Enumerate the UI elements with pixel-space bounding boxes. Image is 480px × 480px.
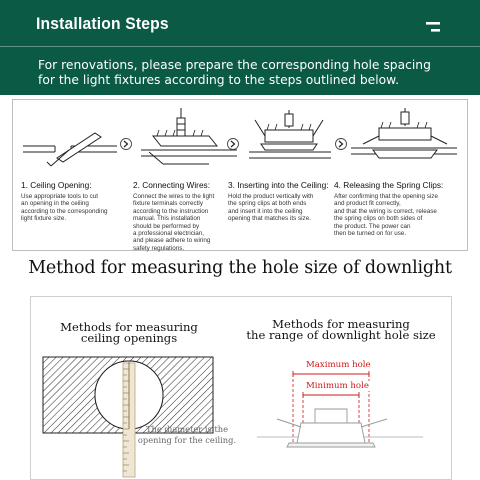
chevron-right-icon bbox=[228, 139, 239, 150]
step-title: 4. Releasing the Spring Clips: bbox=[334, 180, 444, 190]
ceiling-openings-title-line: Methods for measuring bbox=[60, 320, 198, 334]
chevron-right-icon bbox=[121, 139, 132, 150]
step-description-line: an opening in the ceiling bbox=[21, 200, 89, 208]
step-description-line: and product fit correctly, bbox=[334, 200, 401, 208]
connecting-wires-illustration bbox=[141, 108, 237, 164]
banner-description bbox=[38, 58, 458, 88]
step-title: 2. Connecting Wires: bbox=[133, 180, 211, 190]
downlight-range-title-line: the range of downlight hole size bbox=[246, 328, 436, 342]
installation-steps-panel bbox=[12, 99, 468, 251]
step-description-line: should be performed by bbox=[133, 222, 200, 230]
step-description-line: and please adhere to wiring bbox=[133, 237, 211, 245]
step-description bbox=[133, 193, 214, 252]
step-description-line: a professional electrician, bbox=[133, 230, 205, 238]
step-description-line: the product. The power can bbox=[334, 222, 411, 230]
downlight-range-title bbox=[235, 319, 447, 341]
ceiling-openings-title bbox=[45, 322, 213, 344]
step-description bbox=[334, 193, 443, 237]
step-description-line: and insert it into the ceiling bbox=[228, 207, 303, 215]
diameter-note-line: opening for the ceiling. bbox=[137, 435, 237, 445]
step-description bbox=[228, 193, 329, 223]
step-title: 3. Inserting into the Ceiling: bbox=[228, 180, 329, 190]
ceiling-openings-title-line: ceiling openings bbox=[80, 331, 178, 345]
maximum-hole-label: Maximum hole bbox=[306, 360, 371, 370]
banner-description-line: for the light fixtures according to the steps outlined below. bbox=[38, 73, 399, 87]
diameter-note-line: The diameter is the bbox=[145, 424, 229, 434]
step-description-line: Connect the wires to the light bbox=[133, 193, 215, 200]
step-description-line: and that the wiring is correct, release bbox=[334, 207, 437, 215]
menu-icon[interactable] bbox=[424, 20, 442, 34]
step-inserting-ceiling bbox=[228, 180, 329, 223]
inserting-ceiling-illustration bbox=[249, 110, 331, 158]
step-description bbox=[21, 193, 107, 223]
installation-banner bbox=[0, 0, 480, 95]
step-description-line: then be turned on for use. bbox=[334, 230, 407, 238]
step-description-line: manual. This installation bbox=[133, 215, 201, 223]
step-description-line: Use appropriate tools to cut bbox=[21, 193, 99, 200]
measure-heading: Method for measuring the hole size of downlight bbox=[28, 258, 452, 278]
diameter-note bbox=[131, 424, 243, 446]
minimum-hole-label: Minimum hole bbox=[306, 381, 369, 391]
step-description-line: After confirming that the opening size bbox=[334, 193, 438, 200]
step-description-line: according to the corresponding bbox=[21, 207, 108, 215]
step-connecting-wires bbox=[133, 180, 214, 252]
banner-description-line: For renovations, please prepare the corresponding hole spacing bbox=[38, 58, 431, 72]
step-description-line: fixture terminals correctly bbox=[133, 200, 203, 208]
step-description-line: according to the instruction bbox=[133, 207, 209, 215]
releasing-clips-illustration bbox=[351, 108, 457, 158]
banner-title: Installation Steps bbox=[36, 14, 169, 33]
ceiling-opening-illustration bbox=[23, 133, 117, 166]
chevron-right-icon bbox=[336, 139, 347, 150]
measure-panel bbox=[30, 296, 452, 480]
step-description-line: safety regulations. bbox=[133, 244, 185, 252]
downlight-range-title-line: Methods for measuring bbox=[272, 317, 410, 331]
step-description-line: opening that matches its size. bbox=[228, 215, 311, 223]
step-releasing-clips bbox=[334, 180, 443, 237]
step-description-line: the spring clips at both ends bbox=[228, 200, 307, 208]
step-description-line: Hold the product vertically with bbox=[228, 193, 314, 200]
step-title: 1. Ceiling Opening: bbox=[21, 180, 92, 190]
step-description-line: light fixture size. bbox=[21, 215, 67, 223]
step-description-line: the spring clips on both sides of bbox=[334, 215, 423, 223]
tape-measure bbox=[123, 361, 135, 477]
step-ceiling-opening bbox=[21, 180, 107, 223]
banner-divider bbox=[0, 46, 480, 47]
